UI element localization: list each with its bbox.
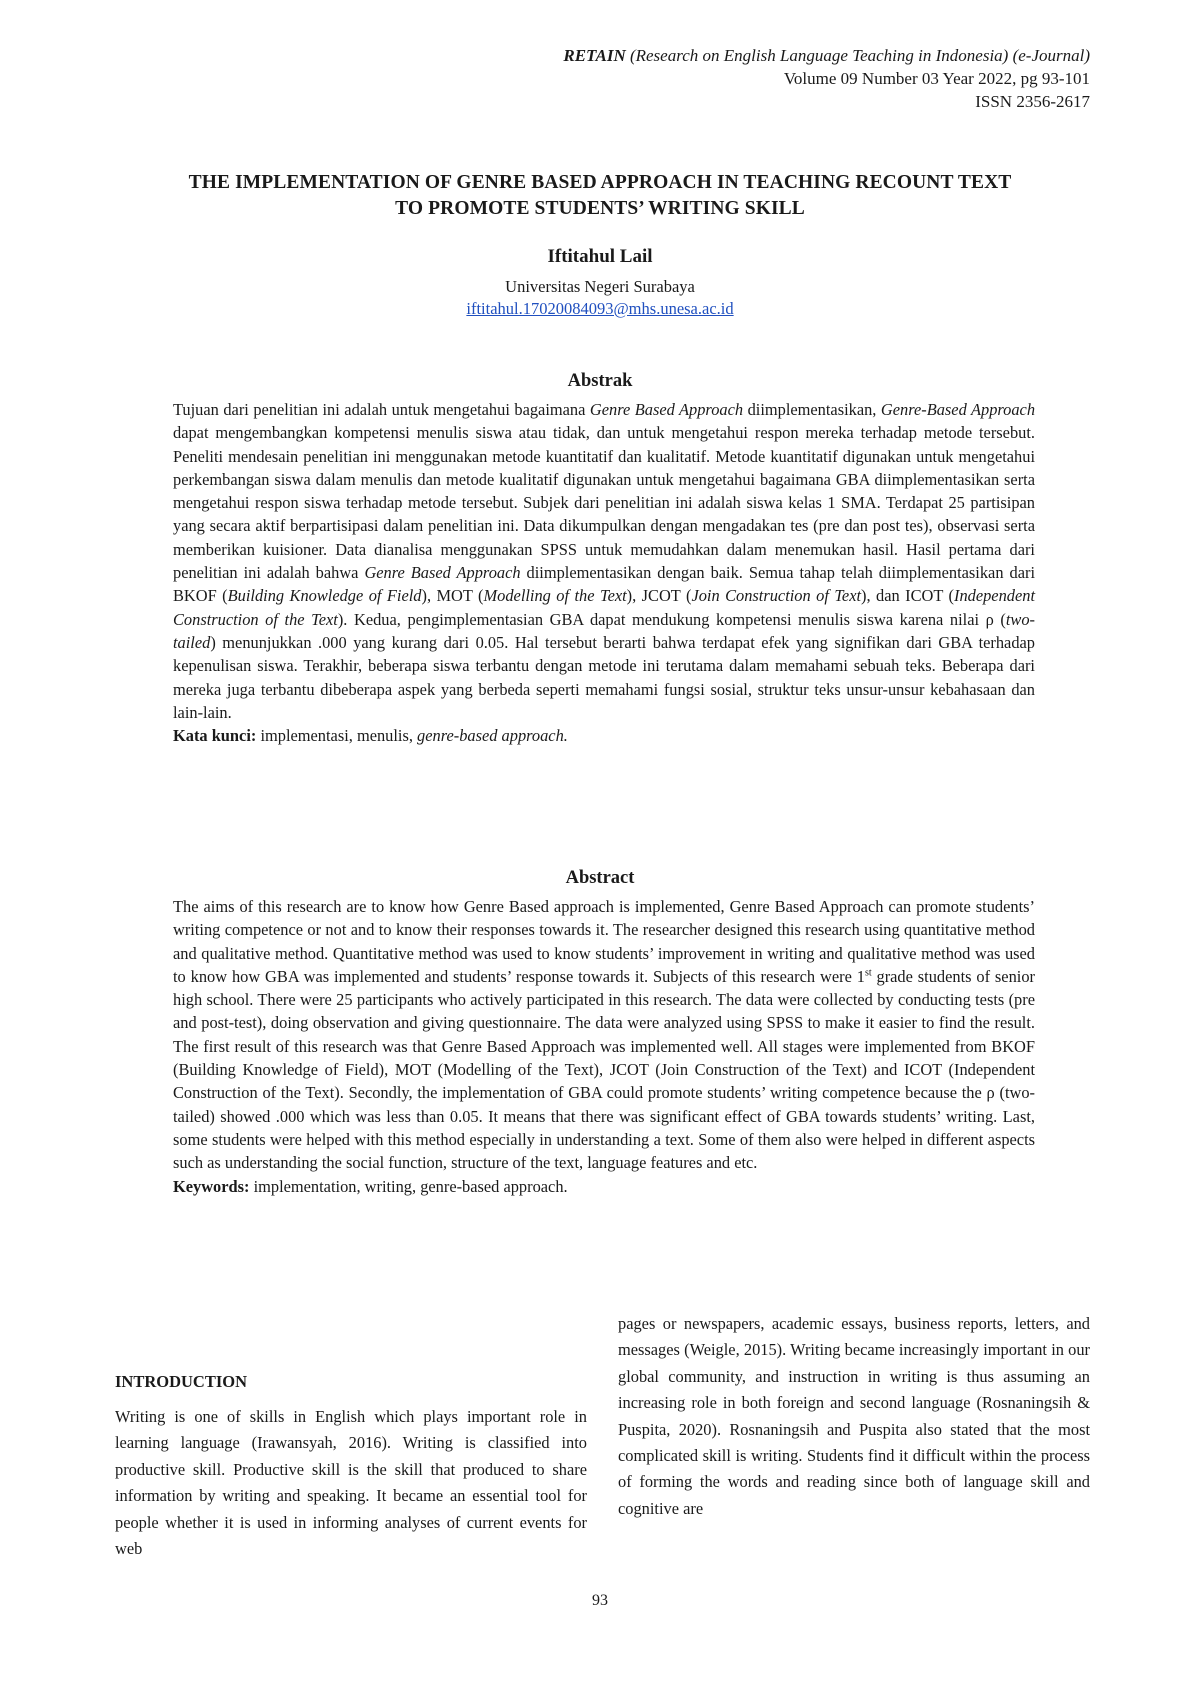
abstrak-text: Tujuan dari penelitian ini adalah untuk mengetahui bagaimana bbox=[173, 400, 590, 419]
author-name: Iftitahul Lail bbox=[547, 246, 653, 267]
introduction-heading: INTRODUCTION bbox=[115, 1372, 248, 1391]
journal-name bbox=[563, 44, 1090, 67]
journal-name-bold: RETAIN bbox=[563, 46, 626, 65]
abstrak-italic: Building Knowledge of Field bbox=[227, 586, 422, 606]
abstract-paragraph bbox=[173, 895, 1035, 1175]
paper-title bbox=[110, 170, 1090, 222]
abstrak-italic: Genre Based Approach bbox=[364, 563, 521, 583]
right-column bbox=[618, 1311, 1090, 1522]
introduction-left-paragraph: Writing is one of skills in English which plays important role in learning language (Irawansyah, 2016). Writing is classified into productive skill. Productive skill is the skill that produced to share information by writing and speaking. It became an essential tool for people whether it is used in informing analyses of current events for web bbox=[115, 1407, 587, 1559]
abstrak-italic: Modelling of the Text bbox=[483, 586, 627, 606]
abstrak-italic: Genre Based Approach bbox=[589, 400, 744, 419]
abstrak-italic: Independent Construction of the Text bbox=[173, 586, 1035, 629]
abstrak-paragraph bbox=[173, 398, 1035, 724]
page-number: 93 bbox=[592, 1592, 608, 1609]
author-affiliation: Universitas Negeri Surabaya bbox=[505, 277, 695, 296]
abstrak-body bbox=[173, 398, 1035, 747]
abstract-text: grade students of senior high school. There were 25 participants who actively participated in this research. The data were collected by conducting tests (pre and post-test), doing observation and giving questionnaire. The data were analyzed using SPSS to make it easier to find the result. The first result of this research was that Genre Based Approach was implemented well. All stages were implemented from BKOF (Building Knowledge of Field), MOT (Modelling of the Text), JCOT (Join Construction of the Text) and ICOT (Independent Construction of the Text). Secondly, the implementation of GBA could promote students’ writing competence because the ρ (two-tailed) showed .000 which was less than 0.05. It means that there was significant effect of GBA towards students’ writing. Last, some students were helped with this method especially in understanding a text. Some of them also were helped in different aspects such as understanding the social function, structure of the text, language features and etc. bbox=[173, 966, 1035, 1173]
title-line-1: THE IMPLEMENTATION OF GENRE BASED APPROACH IN TEACHING RECOUNT TEXT bbox=[188, 172, 1012, 193]
kata-kunci-text: implementasi, menulis, bbox=[256, 726, 418, 746]
abstract-body bbox=[173, 895, 1035, 1198]
keywords bbox=[173, 1175, 1035, 1198]
abstrak-text: ) menunjukkan .000 yang kurang dari 0.05. Hal tersebut berarti bahwa terdapat efek yang signifikan dari GBA terhadap kepenulisan siswa. Terakhir, beberapa siswa terbantu dengan metode ini terutama dalam memahami sebuah teks. Beberapa dari mereka juga terbantu dibeberapa aspek yang berbeda seperti memahami fungsi sosial, struktur teks unsur-unsur kebahasaan dan lain-lain. bbox=[173, 632, 1035, 722]
volume-line: Volume 09 Number 03 Year 2022, pg 93-101 bbox=[783, 69, 1090, 88]
abstract-superscript: st bbox=[864, 967, 872, 979]
kata-kunci bbox=[173, 724, 1035, 747]
kata-kunci-italic: genre-based approach. bbox=[417, 726, 568, 746]
author-email-wrapper bbox=[110, 297, 1090, 320]
abstrak-text: dapat mengembangkan kompetensi menulis siswa atau tidak, dan untuk mengetahui respon mereka terhadap metode tersebut. Peneliti mendesain penelitian ini menggunakan metode kuantitatif dan kualitatif. Metode kuantitatif digunakan untuk mengetahui perkembangan siswa dalam menulis dan metode kualitatif digunakan untuk mengetahui bagaimana GBA diimplementasikan serta mengetahui respon siswa terhadap metode tersebut. Subjek dari penelitian ini adalah siswa kelas 1 SMA. Terdapat 25 partisipan yang secara aktif berpartisipasi dalam penelitian ini. Data dikumpulkan dengan mengadakan tes (pre dan post tes), observasi serta memberikan kuisioner. Data dianalisa menggunakan SPSS untuk memudahkan dalam menemukan hasil. Hasil pertama dari penelitian ini adalah bahwa bbox=[173, 423, 1035, 583]
keywords-label: Keywords: bbox=[173, 1176, 250, 1196]
abstrak-text: diimplementasikan, bbox=[743, 400, 881, 419]
abstrak-text: diimplementasikan dengan baik. Semua tahap telah diimplementasikan dari BKOF ( bbox=[173, 563, 1035, 606]
left-column bbox=[115, 1404, 587, 1562]
abstract-text: The aims of this research are to know how Genre Based approach is implemented, Genre Based Approach can promote students’ writing competence or not and to know their responses towards it. The researcher designed this research using quantitative method and qualitative method. Quantitative method was used to know students’ improvement in writing and qualitative method was used to know how GBA was implemented and students’ response towards it. Subjects of this research were 1 bbox=[173, 897, 1035, 986]
abstrak-text: ). Kedua, pengimplementasian GBA dapat mendukung kompetensi menulis siswa karena nilai ρ ( bbox=[337, 609, 1006, 629]
journal-header bbox=[563, 44, 1090, 113]
abstrak-italic: Join Construction of Text bbox=[691, 586, 862, 606]
title-line-2: TO PROMOTE STUDENTS’ WRITING SKILL bbox=[395, 198, 805, 219]
abstrak-italic: two-tailed bbox=[173, 609, 1035, 652]
issn-line: ISSN 2356-2617 bbox=[975, 92, 1090, 111]
author-email-link[interactable]: iftitahul.17020084093@mhs.unesa.ac.id bbox=[466, 299, 734, 318]
abstrak-italic: Genre-Based Approach bbox=[880, 400, 1036, 419]
kata-kunci-label: Kata kunci: bbox=[173, 726, 257, 746]
introduction-right-paragraph: pages or newspapers, academic essays, business reports, letters, and messages (Weigle, 2015). Writing became increasingly important in our global community, and instruction in writing is thus assuming an increasing role in both foreign and second language (Rosnaningsih & Puspita, 2020). Rosnaningsih and Puspita also stated that the most complicated skill is writing. Students find it difficult within the process of forming the words and reading since both of language skill and cognitive are bbox=[618, 1314, 1090, 1518]
abstrak-text: ), MOT ( bbox=[421, 586, 484, 606]
abstrak-text: ), JCOT ( bbox=[626, 586, 692, 606]
abstract-heading: Abstract bbox=[565, 868, 635, 888]
journal-name-rest: (Research on English Language Teaching in Indonesia) (e-Journal) bbox=[625, 46, 1090, 65]
keywords-text: implementation, writing, genre-based approach. bbox=[249, 1176, 568, 1196]
abstrak-heading: Abstrak bbox=[567, 371, 633, 391]
abstrak-text: ), dan ICOT ( bbox=[861, 586, 954, 606]
